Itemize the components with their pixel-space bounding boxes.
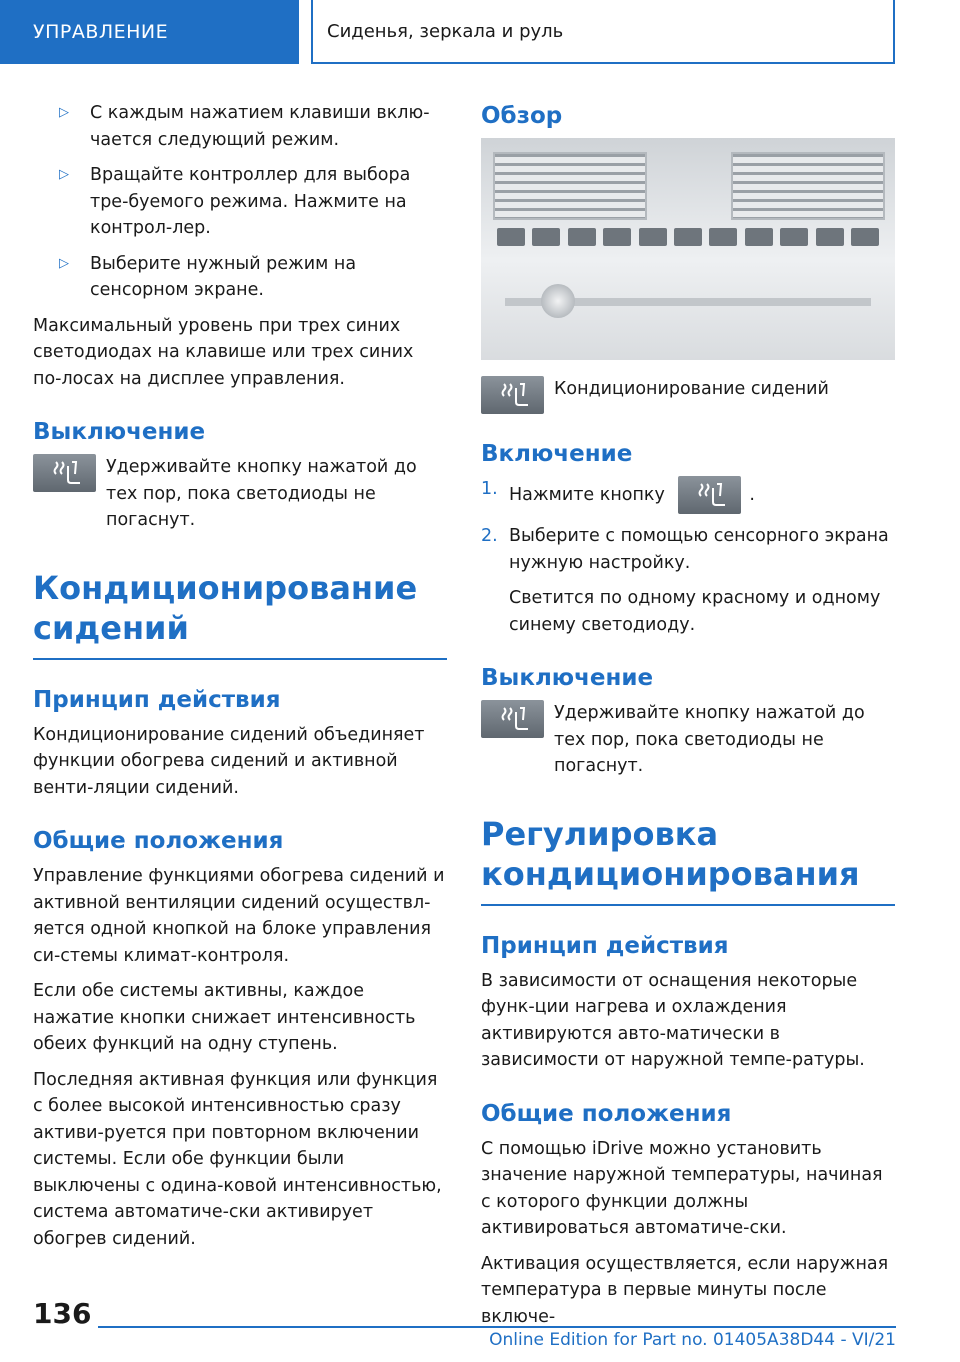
principle-text: В зависимости от оснащения некоторые функ-ции нагрева и охлаждения активируются авто-матически в зависимости от наружной темпе-ратуры. — [481, 970, 865, 1070]
triangle-right-icon: ▷ — [59, 105, 69, 120]
on-heading: Включение — [481, 441, 633, 467]
footer-divider — [98, 1326, 896, 1328]
paragraph: С помощью iDrive можно установить значение наружной температуры, начиная с которого функции должны активироваться автоматиче-ски. — [481, 1138, 883, 1238]
off-heading: Выключение — [481, 665, 654, 691]
paragraph: Последняя активная функция или функция с более высокой интенсивностью сразу активи-руется при повторном включении системы. Если обе функции были выключены с одина-ковой интенсивностью, система автоматиче-ски активирует обогрев сидений. — [33, 1069, 442, 1249]
general-heading: Общие положения — [481, 1100, 732, 1127]
triangle-right-icon: ▷ — [59, 167, 69, 182]
seat-ventilation-icon — [678, 476, 741, 514]
right-column — [481, 100, 895, 1339]
paragraph: Управление функциями обогрева сидений и активной вентиляции сидений осуществл-яется одной кнопкой на блоке управления си-стемы климат-контроля. — [33, 866, 445, 966]
list-item: ▷ Вращайте контроллер для выбора тре-буемого режима. Нажмите на контрол-лер. — [33, 162, 447, 242]
triangle-right-icon: ▷ — [59, 255, 69, 271]
principle-heading: Принцип действия — [481, 932, 729, 959]
step-note: Светится по одному красному и одному синему светодиоду. — [509, 588, 881, 635]
left-column — [33, 100, 447, 1261]
air-vent — [493, 152, 647, 220]
button-row — [497, 228, 879, 250]
section-heading: Кондиционирование сидений — [33, 568, 447, 660]
air-vent — [731, 152, 885, 220]
principle-heading: Принцип действия — [33, 686, 281, 713]
paragraph: Если обе системы активны, каждое нажатие кнопки снижает интенсивность обеих функций на одну ступень. — [33, 981, 416, 1054]
max-level-text: Максимальный уровень при трех синих светодиодах на клавише или трех синих по-лосах на дисплее управления. — [33, 315, 414, 389]
general-heading: Общие положения — [33, 828, 284, 854]
section-heading: Регулировка кондиционирования — [481, 814, 895, 906]
overview-caption-row: Кондиционирование сидений — [481, 376, 895, 414]
climate-control-panel-image — [481, 138, 895, 360]
seat-ventilation-icon — [481, 700, 544, 738]
overview-heading: Обзор — [481, 103, 563, 129]
off-instruction: Удерживайте кнопку нажатой до тех пор, пока светодиоды не погаснут. — [33, 454, 447, 534]
seat-ventilation-icon — [481, 376, 544, 414]
chapter-title: Сиденья, зеркала и руль — [311, 0, 895, 64]
section-tab: УПРАВЛЕНИЕ — [0, 0, 299, 64]
principle-text: Кондиционирование сидений объединяет функции обогрева сидений и активной венти-ляции сидений. — [33, 724, 425, 798]
page-number: 136 — [33, 1297, 92, 1330]
volume-knob — [541, 284, 575, 318]
edition-link[interactable]: Online Edition for Part no. 01405A38D44 - VI/21 — [489, 1330, 896, 1350]
paragraph: Активация осуществляется, если наружная температура в первые минуты после включе- — [481, 1253, 889, 1327]
step: 2. Выберите с помощью сенсорного экрана нужную настройку. — [481, 526, 889, 573]
step: 1. Нажмите кнопку . — [481, 476, 895, 514]
list-item: ▷ Выберите нужный режим на сенсорном экране. — [33, 251, 447, 304]
list-item: ▷ С каждым нажатием клавиши вклю-чается следующий режим. — [33, 100, 447, 153]
seat-ventilation-icon — [33, 454, 96, 492]
off-instruction: Удерживайте кнопку нажатой до тех пор, пока светодиоды не погаснут. — [481, 700, 895, 780]
off-heading: Выключение — [33, 419, 206, 445]
